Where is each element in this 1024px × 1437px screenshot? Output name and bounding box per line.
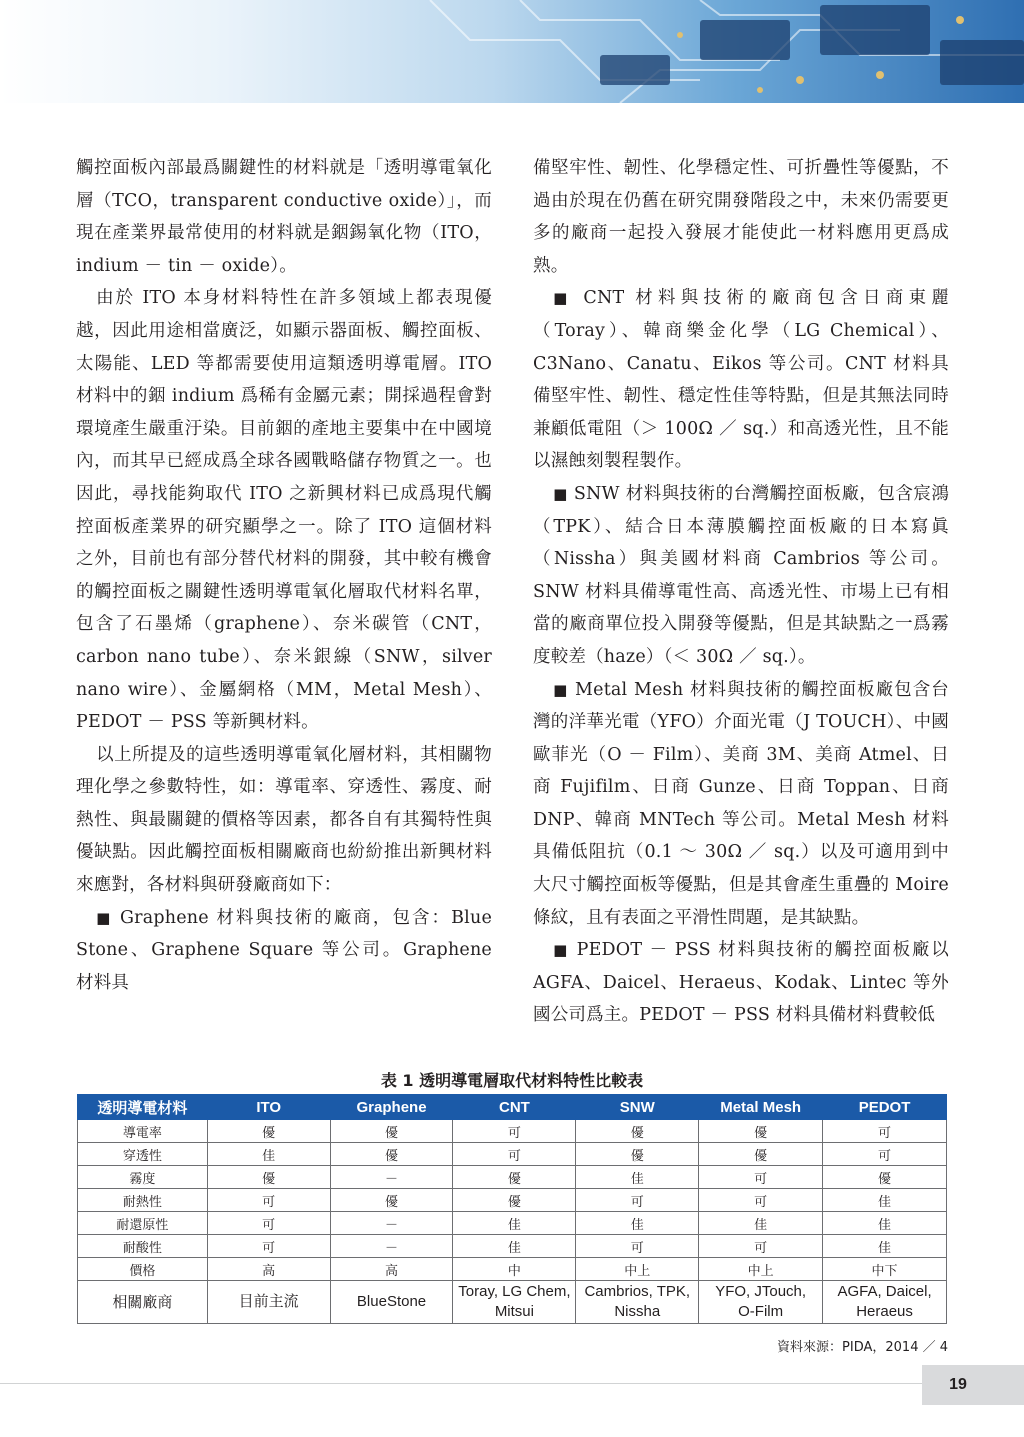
table-cell: 優 xyxy=(576,1120,699,1143)
row-label: 霧度 xyxy=(78,1166,208,1189)
table-cell: 優 xyxy=(330,1189,453,1212)
table-cell: 中上 xyxy=(699,1258,823,1281)
table-cell: 可 xyxy=(207,1189,330,1212)
footer-divider xyxy=(0,1383,1024,1384)
table-cell: 可 xyxy=(823,1120,947,1143)
table-cell: 佳 xyxy=(576,1166,699,1189)
bullet-snw-text: SNW 材料與技術的台灣觸控面板廠，包含宸鴻（TPK）、結合日本薄膜觸控面板廠的日本寫眞（Nissha）與美國材料商 Cambrios 等公司。SNW 材料具備導電性高、高透光性、市場上已有相當的廠商單位投入開發等優點，但是其缺點之一爲霧度較差（haze）（＜ 30Ω ／ sq.）。 xyxy=(533,483,950,667)
bullet-graphene xyxy=(76,902,492,1000)
table-row xyxy=(78,1258,947,1281)
bullet-snw xyxy=(533,478,949,674)
table-cell: 佳 xyxy=(823,1235,947,1258)
table-cell: 優 xyxy=(207,1166,330,1189)
bullet-pedot xyxy=(533,934,949,1032)
bullet-metal-mesh xyxy=(533,674,949,935)
table-cell: 佳 xyxy=(453,1212,576,1235)
table-row xyxy=(78,1189,947,1212)
vendor-line: Mitsui xyxy=(494,1303,534,1320)
header-cell: ITO xyxy=(207,1095,330,1120)
table-cell: 優 xyxy=(453,1189,576,1212)
vendor-cell xyxy=(207,1281,330,1324)
bullet-square-icon: ■ xyxy=(553,289,573,308)
bullet-graphene-text: Graphene 材料與技術的廠商，包含：Blue Stone、Graphene Square 等公司。Graphene 材料具 xyxy=(76,907,492,993)
table-cell: 佳 xyxy=(453,1235,576,1258)
vendor-line: O-Film xyxy=(738,1303,784,1320)
header-cell: Graphene xyxy=(330,1095,453,1120)
vendor-line: Heraeus xyxy=(856,1303,913,1320)
vendor-line: Nissha xyxy=(614,1303,661,1320)
table-cell: － xyxy=(330,1212,453,1235)
table-cell: 可 xyxy=(207,1212,330,1235)
bullet-square-icon: ■ xyxy=(96,908,113,927)
table-cell: 中上 xyxy=(576,1258,699,1281)
table-cell: 可 xyxy=(453,1143,576,1166)
left-text-column xyxy=(76,152,492,999)
vendor-cell xyxy=(576,1281,699,1324)
table-cell: 優 xyxy=(699,1120,823,1143)
row-label: 耐還原性 xyxy=(78,1212,208,1235)
table-title: 表 1 透明導電層取代材料特性比較表 xyxy=(380,1071,644,1090)
table-cell: 佳 xyxy=(699,1212,823,1235)
table-cell: 中 xyxy=(453,1258,576,1281)
header-cell: PEDOT xyxy=(823,1095,947,1120)
header-cell: CNT xyxy=(453,1095,576,1120)
table-cell: 優 xyxy=(823,1166,947,1189)
table-cell: 高 xyxy=(207,1258,330,1281)
table-cell: － xyxy=(330,1166,453,1189)
table-cell: － xyxy=(330,1235,453,1258)
table-cell: 可 xyxy=(699,1189,823,1212)
page-number: 19 xyxy=(922,1365,1024,1405)
header-cell: Metal Mesh xyxy=(699,1095,823,1120)
circuit-board-illustration xyxy=(0,0,1024,103)
table-cell: 可 xyxy=(823,1143,947,1166)
header-banner-image xyxy=(0,0,1024,103)
table-row xyxy=(78,1212,947,1235)
row-label: 耐酸性 xyxy=(78,1235,208,1258)
table-cell: 優 xyxy=(330,1143,453,1166)
paragraph-graphene-continued: 備堅牢性、韌性、化學穩定性、可折疊性等優點，不過由於現在仍舊在研究開發階段之中，未來仍需要更多的廠商一起投入發展才能使此一材料應用更爲成熟。 xyxy=(533,158,949,276)
header-cell: SNW xyxy=(576,1095,699,1120)
table-row-vendors xyxy=(78,1281,947,1324)
bullet-square-icon: ■ xyxy=(553,941,570,960)
bullet-cnt-text: CNT 材料與技術的廠商包含日商東麗（Toray）、韓商樂金化學（LG Chemical）、C3Nano、Canatu、Eikos 等公司。CNT 材料具備堅牢性、韌性、穩定性佳等特點，但是其無法同時兼顧低電阻（＞ 100Ω ／ sq.）和高透光性，且不能以濕蝕刻製程製作。 xyxy=(533,288,949,472)
vendor-line: YFO, JTouch, xyxy=(715,1283,807,1300)
row-label: 耐熱性 xyxy=(78,1189,208,1212)
table-row xyxy=(78,1120,947,1143)
table-cell: 中下 xyxy=(823,1258,947,1281)
table-cell: 佳 xyxy=(576,1212,699,1235)
table-cell: 優 xyxy=(330,1120,453,1143)
right-text-column xyxy=(533,152,949,1032)
vendor-line: Toray, LG Chem, xyxy=(458,1283,571,1300)
row-label: 相關廠商 xyxy=(78,1281,208,1324)
table-cell: 可 xyxy=(576,1235,699,1258)
table-cell: 可 xyxy=(207,1235,330,1258)
header-cell: 透明導電材料 xyxy=(78,1095,208,1120)
bullet-square-icon: ■ xyxy=(553,680,569,699)
table-cell: 可 xyxy=(453,1120,576,1143)
vendor-cell xyxy=(453,1281,576,1324)
bullet-metal-mesh-text: Metal Mesh 材料與技術的觸控面板廠包含台灣的洋華光電（YFO）介面光電（J TOUCH）、中國歐菲光（O － Film）、美商 3M、美商 Atmel、日商 Fujifilm、日商 Gunze、日商 Toppan、日商 DNP、韓商 MNTech 等公司。Metal Mesh 材料具備低阻抗（0.1 ～ 30Ω ／ sq.）以及可適用到中大尺寸觸控面板等優點，但是其會產生重疊的 Moire 條紋，且有表面之平滑性問題，是其缺點。 xyxy=(533,679,950,928)
table-cell: 優 xyxy=(453,1166,576,1189)
table-row xyxy=(78,1166,947,1189)
table-cell: 佳 xyxy=(207,1143,330,1166)
table-cell: 可 xyxy=(576,1189,699,1212)
row-label: 價格 xyxy=(78,1258,208,1281)
table-cell: 優 xyxy=(576,1143,699,1166)
bullet-pedot-text: PEDOT － PSS 材料與技術的觸控面板廠以 AGFA、Daicel、Heraeus、Kodak、Lintec 等外國公司爲主。PEDOT － PSS 材料具備材料費較低 xyxy=(533,940,950,1026)
vendor-line: Cambrios, TPK, xyxy=(584,1283,691,1300)
row-label: 穿透性 xyxy=(78,1143,208,1166)
vendor-cell xyxy=(823,1281,947,1324)
vendor-cell xyxy=(699,1281,823,1324)
bullet-square-icon: ■ xyxy=(553,484,568,503)
table-header-row xyxy=(78,1095,947,1120)
comparison-table xyxy=(77,1094,947,1324)
source-citation: 資料來源：PIDA，2014 ／ 4 xyxy=(777,1340,948,1355)
table-row xyxy=(78,1143,947,1166)
table-cell: 高 xyxy=(330,1258,453,1281)
bullet-cnt xyxy=(533,282,949,478)
table-cell: 優 xyxy=(207,1120,330,1143)
table-cell: 佳 xyxy=(823,1212,947,1235)
paragraph-properties: 以上所提及的這些透明導電氧化層材料，其相關物理化學之參數特性，如：導電率、穿透性、霧度、耐熱性、與最關鍵的價格等因素，都各自有其獨特性與優缺點。因此觸控面板相關廠商也紛紛推出新興材料來應對，各材料與研發廠商如下： xyxy=(76,744,492,896)
vendor-line: 目前主流 xyxy=(238,1293,299,1310)
vendor-line: BlueStone xyxy=(356,1293,427,1310)
row-label: 導電率 xyxy=(78,1120,208,1143)
vendor-cell xyxy=(330,1281,453,1324)
table-cell: 可 xyxy=(699,1166,823,1189)
table-row xyxy=(78,1235,947,1258)
table-cell: 優 xyxy=(699,1143,823,1166)
table-cell: 可 xyxy=(699,1235,823,1258)
table-cell: 佳 xyxy=(823,1189,947,1212)
vendor-line: AGFA, Daicel, xyxy=(837,1283,932,1300)
paragraph-ito: 由於 ITO 本身材料特性在許多領域上都表現優越，因此用途相當廣泛，如顯示器面板、觸控面板、太陽能、LED 等都需要使用這類透明導電層。ITO 材料中的銦 indium 爲稀有金屬元素；開採過程會對環境產生嚴重汙染。目前銦的產地主要集中在中國境內，而其早已經成爲全球各國戰略儲存物質之一。也因此，尋找能夠取代 ITO 之新興材料已成爲現代觸控面板產業界的研究顯學之一。除了 ITO 這個材料之外，目前也有部分替代材料的開發，其中較有機會的觸控面板之關鍵性透明導電氧化層取代材料名單，包含了石墨烯（graphene）、奈米碳管（CNT，carbon nano tube）、奈米銀線（SNW，silver nano wire）、金屬網格（MM，Metal Mesh）、PEDOT － PSS 等新興材料。 xyxy=(76,288,492,733)
paragraph-intro: 觸控面板內部最爲關鍵性的材料就是「透明導電氧化層（TCO，transparent conductive oxide）」，而現在產業界最常使用的材料就是銦錫氧化物（ITO，indium － tin － oxide）。 xyxy=(76,158,492,276)
